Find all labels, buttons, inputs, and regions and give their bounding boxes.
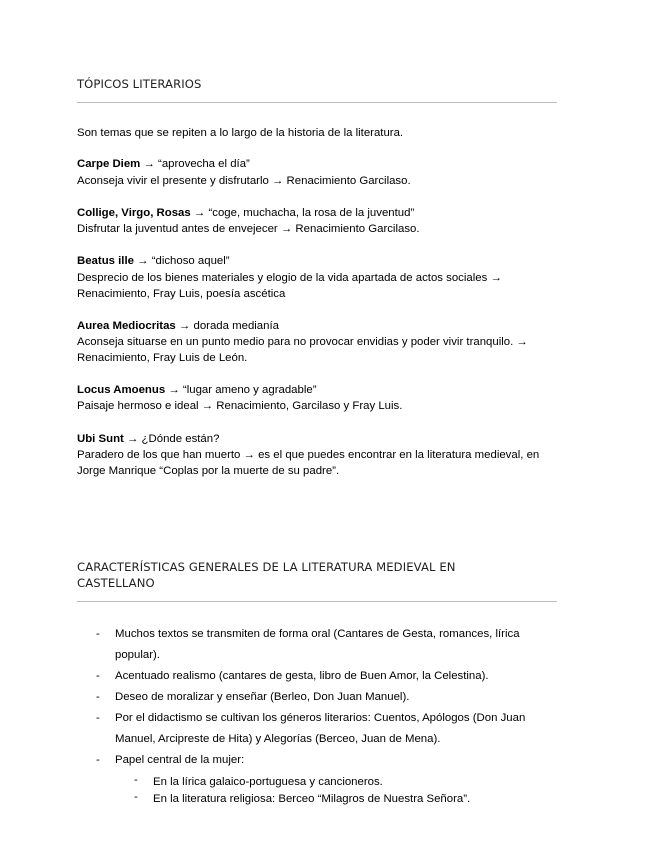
section-title-caracteristicas: CARACTERÍSTICAS GENERALES DE LA LITERATURA MEDIEVAL EN [77, 560, 456, 574]
topic-heading [77, 382, 567, 398]
sub-bullet-item: En la lírica galaico-portuguesa y cancioneros. [153, 776, 383, 788]
section-title-topicos: TÓPICOS LITERARIOS [77, 77, 202, 91]
intro-paragraph: Son temas que se repiten a lo largo de la historia de la literatura. [77, 127, 404, 139]
bullet-marker: - [96, 670, 100, 682]
sub-bullet-marker: - [134, 774, 138, 786]
bullet-line: Manuel, Arcipreste de Hita) y Alegorías (Berceo, Juan de Mena). [115, 733, 441, 745]
topic-translation: → “lugar ameno y agradable” [165, 384, 317, 396]
bullet-item [115, 708, 525, 750]
topic-heading [77, 253, 567, 269]
bullet-marker: - [96, 628, 100, 640]
topic-term: Beatus ille [77, 255, 134, 267]
topic-translation: → “aprovecha el día” [140, 158, 250, 170]
topic-translation: → dorada medianía [175, 320, 279, 332]
bullet-line: Acentuado realismo (cantares de gesta, libro de Buen Amor, la Celestina). [115, 670, 489, 682]
topic-description: Paradero de los que han muerto → es el que puedes encontrar en la literatura medieval, en [77, 449, 540, 461]
topic-term: Locus Amoenus [77, 384, 166, 396]
bullet-marker: - [96, 691, 100, 703]
topic-heading [77, 205, 567, 221]
sub-bullet-item: En la literatura religiosa: Berceo “Milagros de Nuestra Señora”. [153, 793, 471, 805]
topic-translation: → “coge, muchacha, la rosa de la juventud” [190, 207, 415, 219]
bullet-marker: - [96, 754, 100, 766]
bullet-line: Deseo de moralizar y enseñar (Berleo, Don Juan Manuel). [115, 691, 410, 703]
bullet-line: Papel central de la mujer: [115, 754, 245, 766]
topic-term: Aurea Mediocritas [77, 320, 176, 332]
topic-heading [77, 156, 567, 172]
topic-description: Jorge Manrique “Coplas por la muerte de su padre”. [77, 465, 340, 477]
title-underline [77, 601, 557, 602]
topic-description: Disfrutar la juventud antes de envejecer → Renacimiento Garcilaso. [77, 223, 420, 235]
title-underline [77, 102, 557, 103]
topic-translation: → “dichoso aquel” [133, 255, 230, 267]
topic-term: Ubi Sunt [77, 433, 124, 445]
bullet-marker: - [96, 712, 100, 724]
bullet-line: Muchos textos se transmiten de forma oral (Cantares de Gesta, romances, lírica [115, 628, 520, 640]
bullet-line: Por el didactismo se cultivan los géneros literarios: Cuentos, Apólogos (Don Juan [115, 712, 526, 724]
topic-description: Aconseja vivir el presente y disfrutarlo → Renacimiento Garcilaso. [77, 175, 411, 187]
bullet-item [115, 687, 409, 708]
topic-term: Carpe Diem [77, 158, 141, 170]
topic-description: Renacimiento, Fray Luis, poesía ascética [77, 288, 286, 300]
bullet-item [115, 750, 244, 771]
topic-description: Aconseja situarse en un punto medio para no provocar envidias y poder vivir tranquilo. → [77, 336, 528, 348]
topic-description: Desprecio de los bienes materiales y elogio de la vida apartada de actos sociales → [77, 272, 502, 284]
bullet-line: popular). [115, 649, 160, 661]
section-title-caracteristicas-line2: CASTELLANO [77, 576, 155, 590]
topic-heading [77, 318, 567, 334]
topic-description: Renacimiento, Fray Luis de León. [77, 352, 248, 364]
bullet-item [115, 666, 489, 687]
bullet-item [115, 624, 520, 666]
topic-translation: → ¿Dónde están? [123, 433, 220, 445]
topic-description: Paisaje hermoso e ideal → Renacimiento, Garcilaso y Fray Luis. [77, 400, 403, 412]
topic-term: Collige, Virgo, Rosas [77, 207, 191, 219]
topic-heading [77, 431, 567, 447]
sub-bullet-marker: - [134, 791, 138, 803]
